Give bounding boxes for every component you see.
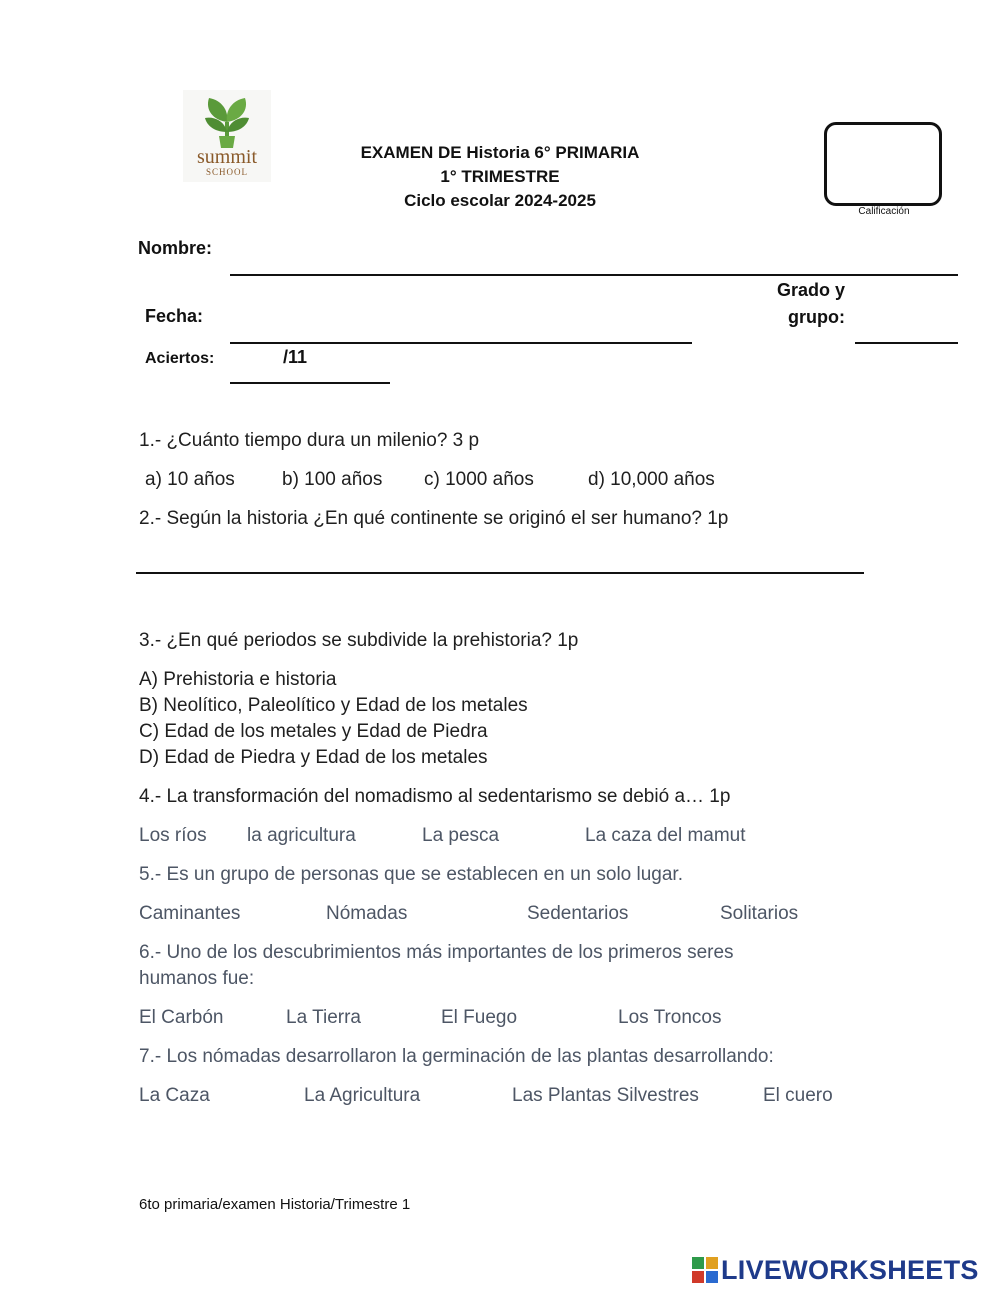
q1-option-a[interactable]: a) 10 años: [145, 469, 235, 490]
q7-option-1[interactable]: La Caza: [139, 1085, 210, 1106]
q5-option-3[interactable]: Sedentarios: [527, 903, 629, 924]
q4-text: 4.- La transformación del nomadismo al sedentarismo se debió a… 1p: [139, 786, 731, 807]
q6-text-line2: humanos fue:: [139, 968, 255, 989]
q5-option-2[interactable]: Nómadas: [326, 903, 408, 924]
q1-option-d[interactable]: d) 10,000 años: [588, 469, 715, 490]
q6-option-2[interactable]: La Tierra: [286, 1007, 361, 1028]
q5-option-1[interactable]: Caminantes: [139, 903, 241, 924]
q4-option-1[interactable]: Los ríos: [139, 825, 207, 846]
aciertos-total: /11: [283, 347, 308, 367]
aciertos-label: Aciertos:: [145, 350, 215, 367]
fecha-label: Fecha:: [145, 306, 204, 326]
q7-option-3[interactable]: Las Plantas Silvestres: [512, 1085, 699, 1106]
grado-label-1: Grado y: [776, 280, 845, 300]
exam-cycle: Ciclo escolar 2024-2025: [404, 191, 596, 210]
aciertos-line[interactable]: [230, 382, 390, 384]
q7-text: 7.- Los nómadas desarrollaron la germinación de las plantas desarrollando:: [139, 1046, 774, 1067]
q3-option-d[interactable]: D) Edad de Piedra y Edad de los metales: [139, 747, 488, 768]
q3-option-b[interactable]: B) Neolítico, Paleolítico y Edad de los metales: [139, 695, 528, 716]
sprout-icon: [183, 92, 271, 150]
logo-name: summit: [196, 146, 257, 168]
liveworksheets-logo[interactable]: [692, 1254, 979, 1286]
q4-option-2[interactable]: la agricultura: [247, 825, 356, 846]
grado-label-2: grupo:: [788, 307, 845, 327]
q6-option-1[interactable]: El Carbón: [139, 1007, 224, 1028]
liveworksheets-text: LIVEWORKSHEETS: [721, 1254, 979, 1285]
grade-box[interactable]: [824, 122, 942, 206]
q6-option-4[interactable]: Los Troncos: [618, 1007, 722, 1028]
exam-title: EXAMEN DE Historia 6° PRIMARIA: [360, 143, 640, 162]
nombre-label: Nombre:: [138, 238, 213, 258]
footer-text: 6to primaria/examen Historia/Trimestre 1: [139, 1196, 411, 1213]
q3-text: 3.- ¿En qué periodos se subdivide la prehistoria? 1p: [139, 630, 579, 651]
q6-text-line1: 6.- Uno de los descubrimientos más importantes de los primeros seres: [139, 942, 734, 963]
q3-option-c[interactable]: C) Edad de los metales y Edad de Piedra: [139, 721, 488, 742]
q2-answer-line[interactable]: [136, 572, 864, 574]
q7-option-2[interactable]: La Agricultura: [304, 1085, 421, 1106]
grade-box-label: Calificación: [858, 206, 910, 217]
q3-option-a[interactable]: A) Prehistoria e historia: [139, 669, 337, 690]
liveworksheets-icon: [692, 1257, 718, 1283]
q5-option-4[interactable]: Solitarios: [720, 903, 799, 924]
logo-sub: SCHOOL: [205, 167, 248, 177]
q1-option-b[interactable]: b) 100 años: [282, 469, 383, 490]
q4-option-3[interactable]: La pesca: [422, 825, 500, 846]
q7-option-4[interactable]: El cuero: [763, 1085, 833, 1106]
school-logo: [183, 90, 271, 182]
q1-text: 1.- ¿Cuánto tiempo dura un milenio? 3 p: [139, 430, 480, 451]
q2-text: 2.- Según la historia ¿En qué continente se originó el ser humano? 1p: [139, 508, 729, 529]
q1-option-c[interactable]: c) 1000 años: [424, 469, 534, 490]
fecha-line[interactable]: [230, 342, 692, 344]
grado-line[interactable]: [855, 342, 958, 344]
exam-term: 1° TRIMESTRE: [440, 167, 560, 186]
q5-text: 5.- Es un grupo de personas que se establecen en un solo lugar.: [139, 864, 683, 885]
q4-option-4[interactable]: La caza del mamut: [585, 825, 746, 846]
q6-option-3[interactable]: El Fuego: [441, 1007, 518, 1028]
nombre-line[interactable]: [230, 274, 958, 276]
